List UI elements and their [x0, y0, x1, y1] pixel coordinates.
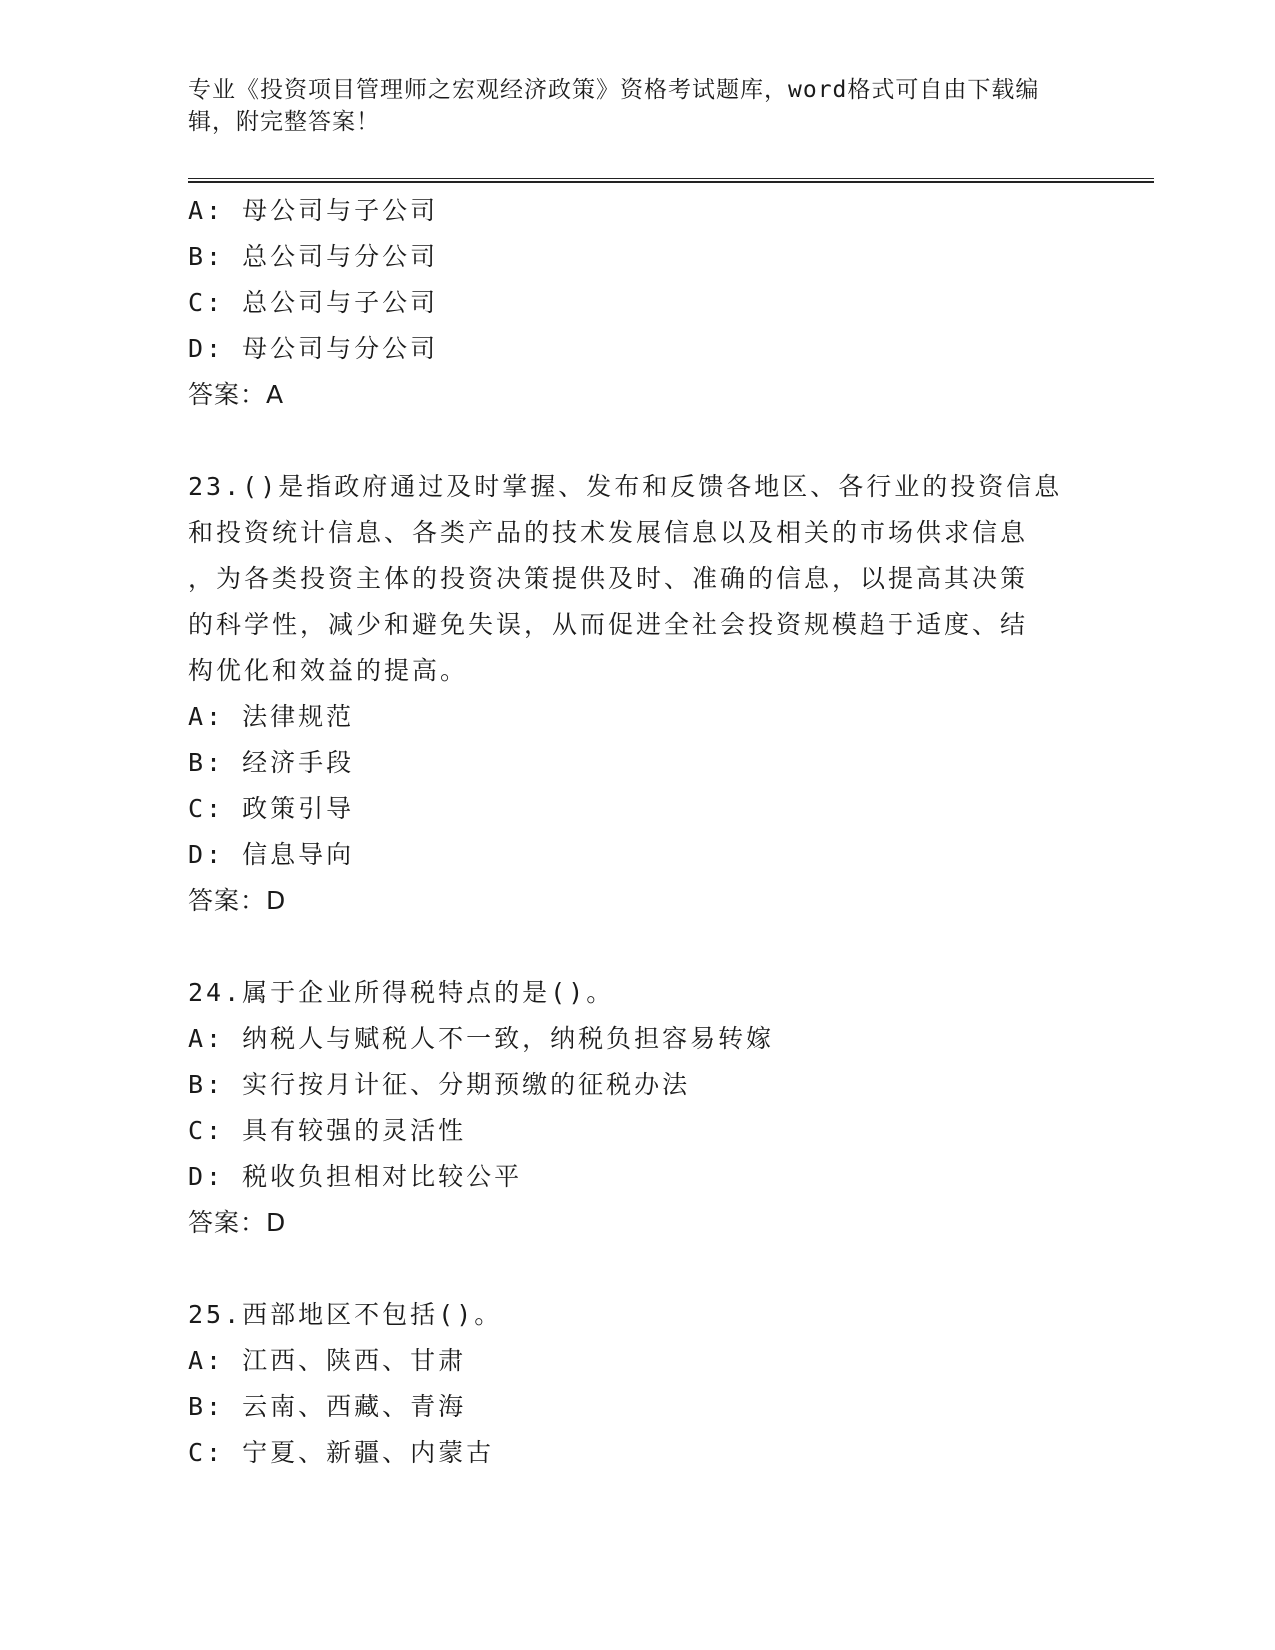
question-23 — [188, 464, 1088, 924]
option-c: C: 具有较强的灵活性 — [188, 1116, 467, 1145]
question-stem-line: 23.()是指政府通过及时掌握、发布和反馈各地区、各行业的投资信息 — [188, 472, 1063, 501]
spacer — [188, 418, 1088, 464]
question-24 — [188, 970, 1088, 1246]
answer: 答案：A — [188, 380, 285, 409]
header-divider — [188, 178, 1154, 183]
question-stem-line: 构优化和效益的提高。 — [188, 656, 469, 685]
spacer — [188, 924, 1088, 970]
option-d: D: 母公司与分公司 — [188, 334, 439, 363]
option-b: B: 实行按月计征、分期预缴的征税办法 — [188, 1070, 691, 1099]
option-d: D: 信息导向 — [188, 840, 355, 869]
answer: 答案：D — [188, 886, 287, 915]
question-22-continued — [188, 188, 1088, 418]
question-stem-line: 的科学性，减少和避免失误，从而促进全社会投资规模趋于适度、结 — [188, 610, 1029, 639]
answer: 答案：D — [188, 1208, 287, 1237]
header-line-2: 辑，附完整答案！ — [188, 109, 380, 135]
option-c: C: 总公司与子公司 — [188, 288, 439, 317]
option-a: A: 江西、陕西、甘肃 — [188, 1346, 467, 1375]
question-stem-line: ，为各类投资主体的投资决策提供及时、准确的信息，以提高其决策 — [188, 564, 1029, 593]
header-line-1: 专业《投资项目管理师之宏观经济政策》资格考试题库，word格式可自由下载编 — [188, 77, 1040, 103]
option-a: A: 母公司与子公司 — [188, 196, 439, 225]
option-a: A: 法律规范 — [188, 702, 355, 731]
option-d: D: 税收负担相对比较公平 — [188, 1162, 523, 1191]
question-stem: 24.属于企业所得税特点的是()。 — [188, 978, 615, 1007]
option-a: A: 纳税人与赋税人不一致，纳税负担容易转嫁 — [188, 1024, 775, 1053]
spacer — [188, 1246, 1088, 1292]
question-25 — [188, 1292, 1088, 1476]
option-b: B: 经济手段 — [188, 748, 355, 777]
option-b: B: 云南、西藏、青海 — [188, 1392, 467, 1421]
question-stem: 25.西部地区不包括()。 — [188, 1300, 503, 1329]
question-list — [188, 188, 1088, 1476]
option-c: C: 政策引导 — [188, 794, 355, 823]
option-b: B: 总公司与分公司 — [188, 242, 439, 271]
question-stem-line: 和投资统计信息、各类产品的技术发展信息以及相关的市场供求信息 — [188, 518, 1029, 547]
document-header — [188, 74, 1068, 138]
option-c: C: 宁夏、新疆、内蒙古 — [188, 1438, 495, 1467]
